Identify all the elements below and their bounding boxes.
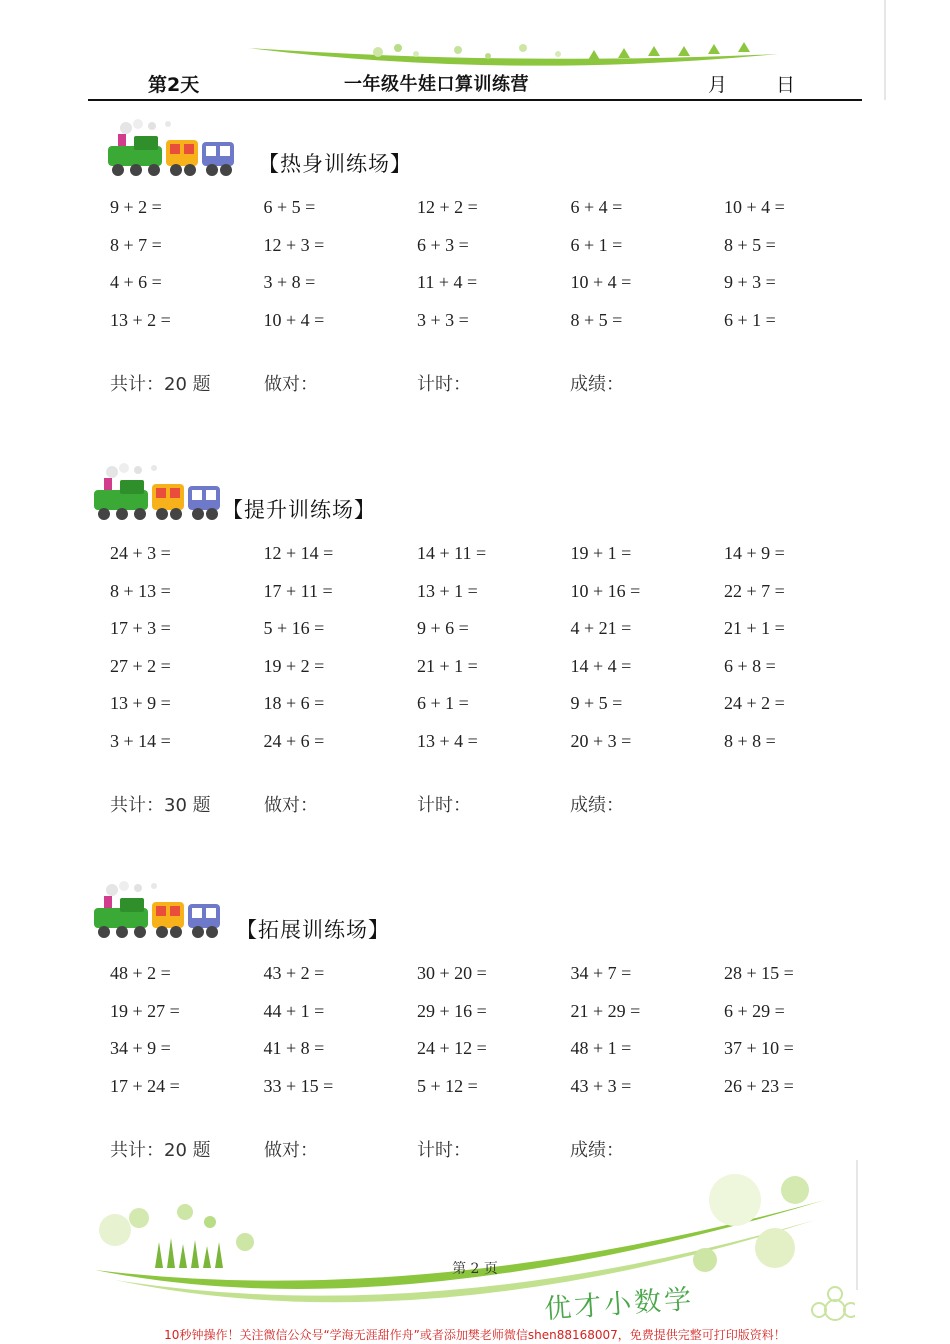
math-problem: 28 + 15 = xyxy=(724,963,794,983)
math-problem: 8 + 13 = xyxy=(110,580,171,601)
page-number: 第 2 页 xyxy=(452,1261,498,1277)
math-problem: 4 + 6 = xyxy=(110,272,162,292)
math-problem: 10 + 16 = xyxy=(570,580,641,601)
math-problem: 5 + 16 = xyxy=(263,618,325,638)
day-label: 第2天 xyxy=(148,74,200,96)
total-count: 共计：20 题 xyxy=(110,374,211,395)
math-problem: 3 + 14 = xyxy=(110,730,171,751)
math-problem: 6 + 8 = xyxy=(724,655,776,676)
correct-field: 做对： xyxy=(264,795,318,816)
math-problem: 6 + 4 = xyxy=(570,197,623,217)
page-header xyxy=(88,40,862,102)
math-problem: 19 + 27 = xyxy=(110,1000,180,1021)
promo-notice: 10秒钟操作！关注微信公众号“学海无涯甜作舟”或者添加樊老师微信shen88168007，免费提供完整可打印版资料！ xyxy=(164,1328,786,1342)
math-problem: 19 + 1 = xyxy=(570,543,632,563)
math-problem: 10 + 4 = xyxy=(570,272,632,292)
math-problem: 21 + 1 = xyxy=(724,618,785,638)
math-problem: 9 + 3 = xyxy=(724,272,776,292)
math-problem: 26 + 23 = xyxy=(724,1075,794,1096)
math-problem: 10 + 4 = xyxy=(263,309,325,330)
train-icon xyxy=(90,462,224,524)
score-field: 成绩： xyxy=(570,1140,624,1161)
math-problem: 13 + 4 = xyxy=(417,730,478,751)
correct-field: 做对： xyxy=(264,374,318,395)
math-problem: 6 + 1 = xyxy=(570,234,623,255)
section-summary xyxy=(110,370,710,398)
math-problem: 6 + 29 = xyxy=(724,1000,785,1021)
math-problem: 9 + 2 = xyxy=(110,197,162,217)
section-title: 【热身训练场】 xyxy=(258,152,412,176)
math-problem: 22 + 7 = xyxy=(724,580,785,601)
math-problem: 24 + 3 = xyxy=(110,543,171,563)
math-problem: 21 + 1 = xyxy=(417,655,478,676)
math-problem: 21 + 29 = xyxy=(570,1000,641,1021)
math-problem: 43 + 2 = xyxy=(263,963,325,983)
math-problem: 48 + 2 = xyxy=(110,963,171,983)
math-problem: 8 + 5 = xyxy=(570,309,623,330)
train-icon xyxy=(90,880,224,942)
math-problem: 9 + 5 = xyxy=(570,693,623,713)
math-problem: 14 + 11 = xyxy=(417,543,487,563)
section-title: 【拓展训练场】 xyxy=(236,918,390,942)
math-problem: 6 + 1 = xyxy=(417,693,469,713)
problem-grid xyxy=(110,194,880,344)
math-problem: 12 + 2 = xyxy=(417,197,478,217)
math-problem: 10 + 4 = xyxy=(724,197,785,217)
math-problem: 27 + 2 = xyxy=(110,655,171,676)
math-problem: 17 + 11 = xyxy=(263,580,333,601)
math-problem: 6 + 1 = xyxy=(724,309,776,330)
page-title: 一年级牛娃口算训练营 xyxy=(344,74,529,95)
score-field: 成绩： xyxy=(570,374,624,395)
timer-field: 计时： xyxy=(417,795,471,816)
math-problem: 13 + 2 = xyxy=(110,309,171,330)
math-problem: 4 + 21 = xyxy=(570,618,632,638)
section-summary xyxy=(110,791,710,819)
math-problem: 24 + 12 = xyxy=(417,1038,487,1058)
math-problem: 18 + 6 = xyxy=(263,693,325,713)
page-edge-line xyxy=(884,0,886,100)
train-icon xyxy=(104,118,238,180)
math-problem: 9 + 6 = xyxy=(417,618,469,638)
math-problem: 13 + 9 = xyxy=(110,693,171,713)
timer-field: 计时： xyxy=(417,1140,471,1161)
math-problem: 44 + 1 = xyxy=(263,1000,325,1021)
correct-field: 做对： xyxy=(264,1140,318,1161)
math-problem: 5 + 12 = xyxy=(417,1075,478,1096)
math-problem: 24 + 6 = xyxy=(263,730,325,751)
math-problem: 8 + 5 = xyxy=(724,234,776,255)
grass-flower-decoration-icon xyxy=(95,1160,855,1335)
month-field-label: 月 xyxy=(708,74,728,96)
total-count: 共计：20 题 xyxy=(110,1140,211,1161)
math-problem: 17 + 24 = xyxy=(110,1075,180,1096)
math-problem: 37 + 10 = xyxy=(724,1038,794,1058)
math-problem: 30 + 20 = xyxy=(417,963,487,983)
math-problem: 13 + 1 = xyxy=(417,580,478,601)
math-problem: 14 + 9 = xyxy=(724,543,785,563)
section-title: 【提升训练场】 xyxy=(222,498,376,522)
math-problem: 8 + 7 = xyxy=(110,234,162,255)
math-problem: 20 + 3 = xyxy=(570,730,632,751)
math-problem: 43 + 3 = xyxy=(570,1075,632,1096)
math-problem: 12 + 3 = xyxy=(263,234,325,255)
math-problem: 8 + 8 = xyxy=(724,730,776,751)
timer-field: 计时： xyxy=(417,374,471,395)
math-problem: 33 + 15 = xyxy=(263,1075,334,1096)
math-problem: 34 + 7 = xyxy=(570,963,632,983)
math-problem: 19 + 2 = xyxy=(263,655,325,676)
math-problem: 12 + 14 = xyxy=(263,543,334,563)
math-problem: 3 + 8 = xyxy=(263,272,316,292)
math-problem: 6 + 5 = xyxy=(263,197,316,217)
problem-grid xyxy=(110,960,880,1110)
score-field: 成绩： xyxy=(570,795,624,816)
math-problem: 41 + 8 = xyxy=(263,1038,325,1058)
math-problem: 48 + 1 = xyxy=(570,1038,632,1058)
math-problem: 34 + 9 = xyxy=(110,1038,171,1058)
math-problem: 3 + 3 = xyxy=(417,309,469,330)
header-rule xyxy=(88,99,862,101)
math-problem: 14 + 4 = xyxy=(570,655,632,676)
math-problem: 6 + 3 = xyxy=(417,234,469,255)
total-count: 共计：30 题 xyxy=(110,795,211,816)
math-problem: 17 + 3 = xyxy=(110,618,171,638)
date-field-label: 日 xyxy=(776,74,796,96)
math-problem: 24 + 2 = xyxy=(724,693,785,713)
math-problem: 29 + 16 = xyxy=(417,1000,487,1021)
math-problem: 11 + 4 = xyxy=(417,272,478,292)
problem-grid xyxy=(110,540,880,765)
brand-logo: 优才小数学 xyxy=(543,1283,696,1326)
